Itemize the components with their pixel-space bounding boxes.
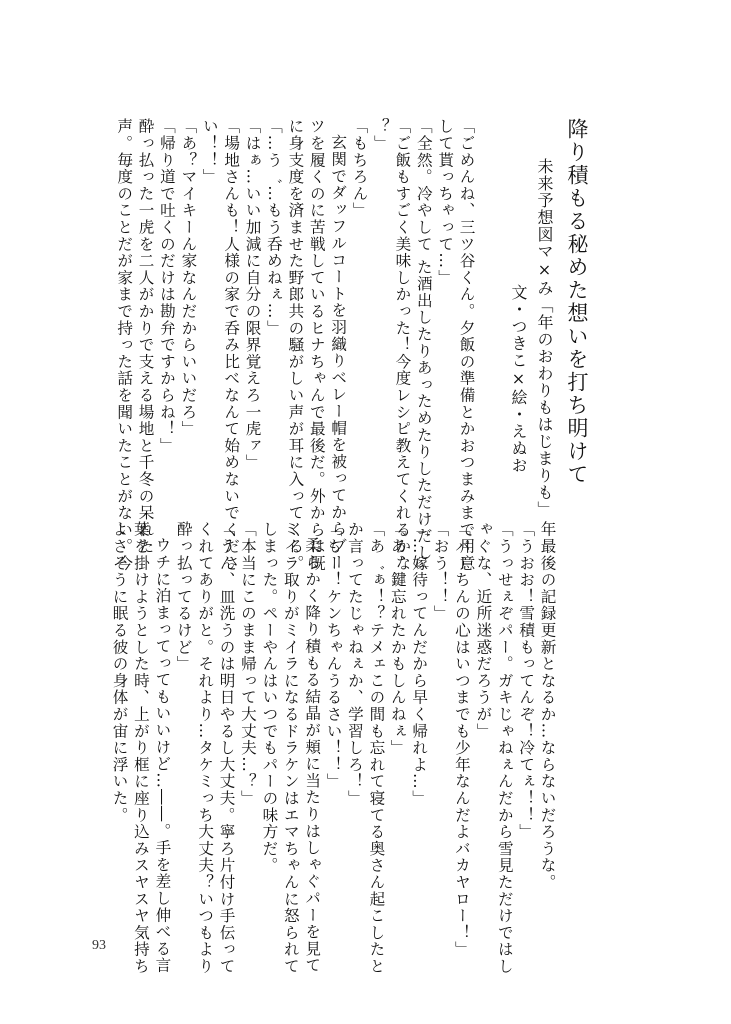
text-line: 年最後の記録更新となるか…ならないだろうな。 xyxy=(538,521,557,891)
story-title: 降り積もる秘めた想いを打ち明けて xyxy=(565,118,589,486)
text-line: 「帰り道で吐くのだけは勘弁ですからね！」 xyxy=(157,118,176,454)
text-line: 「うおお！雪積もってんぞ！冷てぇ！！」 xyxy=(517,521,536,841)
text-line: 声。毎度のことだが家まで持った話を聞いたことがない。今 xyxy=(115,118,134,572)
text-line: ゃぐな、近所迷惑だろうが」 xyxy=(474,521,493,740)
text-line: 「…う゛…もう呑めねぇ…」 xyxy=(264,118,283,337)
text-line: して貰っちゃって…」 xyxy=(436,118,455,286)
text-line: 「ごめんね、三ツ谷くん。夕飯の準備とかおつまみまで用意 xyxy=(457,118,476,572)
page-number: 93 xyxy=(92,938,106,953)
text-line: 「はぁ…いい加減に自分の限界覚えろ一虎ァ」 xyxy=(243,118,262,471)
text-line: 酔っ払った一虎を二人がかりで支える場地と千冬の呆れた xyxy=(136,118,155,555)
text-line: に身支度を済ませた野郎共の騒がしい声が耳に入ってくる。 xyxy=(286,118,305,572)
text-line: よさそうに眠る彼の身体が宙に浮いた。 xyxy=(110,521,129,824)
text-line: 「本当にこのまま帰って大丈夫…？」 xyxy=(238,521,257,807)
text-line: 酔っ払ってるけど」 xyxy=(174,521,193,673)
text-line: 「全然。冷やして た酒出したりあっためたりしただけだし」 xyxy=(414,118,433,578)
text-line: 「おう！！」 xyxy=(431,521,450,622)
text-line: 「あ、鍵忘れたかもしんねぇ」 xyxy=(388,521,407,757)
text-line: 「あ゛ぁ！？テメェこの間も忘れて寝てる奥さん起こしたと xyxy=(367,521,386,975)
text-line: ？」 xyxy=(371,118,390,152)
text-line: 「もちろん」 xyxy=(350,118,369,219)
text-line: い！！」 xyxy=(200,118,219,186)
text-line: 「場地さんも！人様の家で呑み比べなんて始めないでくださ xyxy=(222,118,241,572)
text-line: しまった。ペーやんはいつでもパーの味方だ。 xyxy=(260,521,279,874)
text-line: 柔らかく降り積もる結晶が頬に当たりはしゃぐパーを見て xyxy=(303,537,322,974)
subtitle-series: 未来予想図マ×み「年のおわりもはじまりも」 xyxy=(535,158,554,518)
text-line: 「…嫁待ってんだから早く帰れよ…」 xyxy=(410,521,429,807)
text-line: 「あ？マイキーん家なんだからいいだろ」 xyxy=(179,118,198,438)
text-line: 「もー！ケンちゃんうるさい！！」 xyxy=(324,521,343,790)
text-line: ウチに泊まってってもいいけど…――。手を差し伸べる言 xyxy=(153,537,172,974)
text-line: 「うん、皿洗うのは明日やるし大丈夫。寧ろ片付け手伝って xyxy=(217,521,236,975)
text-line: 「うっせぇぞパー。ガキじゃねぇんだから雪見ただけではし xyxy=(495,521,514,975)
text-line: ツを履くのに苦戦しているヒナちゃんで最後だ。外からは既 xyxy=(307,118,326,572)
subtitle-credits: 文・つきこ×絵・えぬお xyxy=(509,284,528,474)
text-line: 「ご飯もすごく美味しかった！今度レシピ教えてくれるかな xyxy=(393,118,412,572)
text-line: ミイラ取りがミイラになるドラケンはエマちゃんに怒られて xyxy=(281,521,300,975)
text-line: 玄関でダッフルコートを羽織りベレー帽を被ってからブー xyxy=(329,134,348,571)
text-line: 葉を掛けようとした時、上がり框に座り込みスヤスヤ気持ち xyxy=(131,521,150,975)
text-line: くれてありがと。それより…タケミっち大丈夫？いつもより xyxy=(196,521,215,975)
text-line: 「パーちんの心はいつまでも少年なんだよバカヤロー！」 xyxy=(452,521,471,958)
text-line: か言ってたじゃねぇか、学習しろ！」 xyxy=(345,521,364,807)
